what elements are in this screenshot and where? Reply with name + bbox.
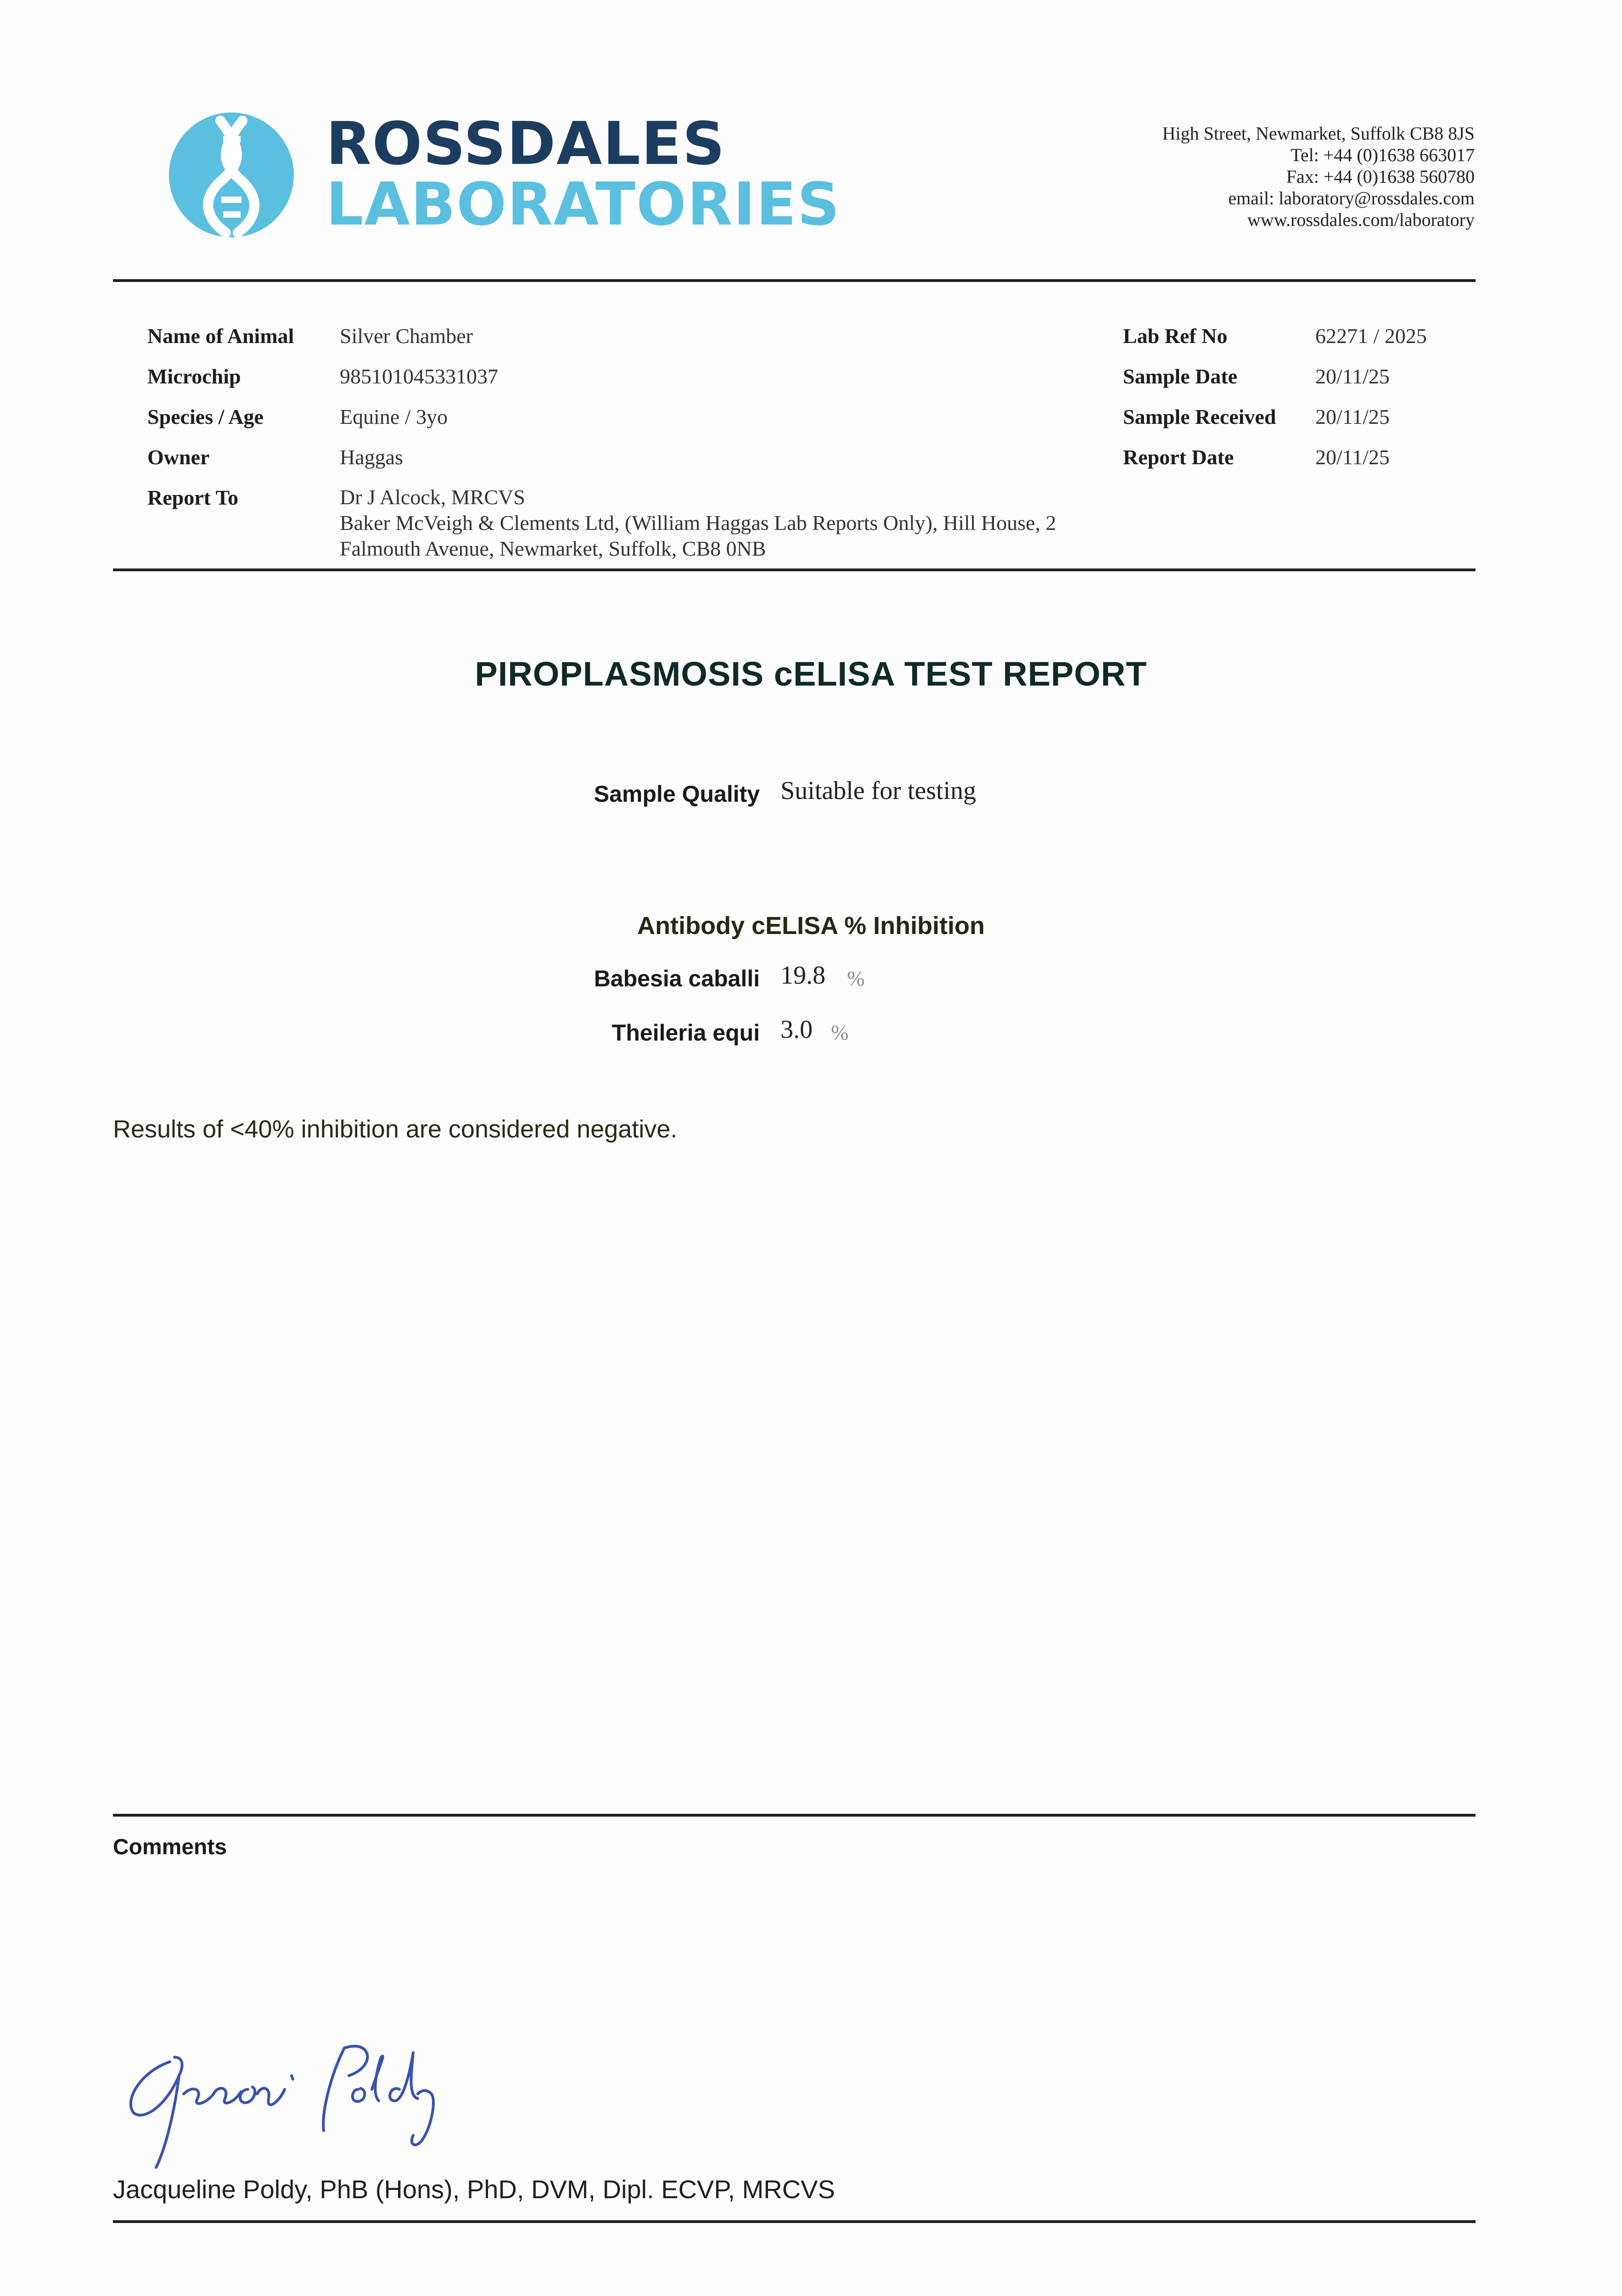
sample-date-label: Sample Date bbox=[1123, 365, 1238, 388]
antibody-section-title: Antibody cELISA % Inhibition bbox=[637, 912, 985, 940]
result-note: Results of <40% inhibition are considered negative. bbox=[113, 1115, 678, 1143]
contact-block bbox=[1162, 123, 1475, 231]
report-to-label: Report To bbox=[147, 486, 239, 509]
email: email: laboratory@rossdales.com bbox=[1228, 188, 1475, 208]
report-to-line: Baker McVeigh & Clements Ltd, (William Haggas Lab Reports Only), Hill House, 2 bbox=[340, 511, 1056, 535]
sample-received-value: 20/11/25 bbox=[1315, 405, 1390, 428]
comments-divider bbox=[113, 1814, 1476, 1817]
owner-label: Owner bbox=[147, 445, 210, 469]
result-unit: % bbox=[831, 1021, 849, 1044]
report-date-value: 20/11/25 bbox=[1315, 445, 1390, 469]
lab-ref-label: Lab Ref No bbox=[1123, 324, 1228, 348]
report-date-label: Report Date bbox=[1123, 445, 1234, 469]
dna-helix-icon bbox=[169, 113, 294, 237]
name-label: Name of Animal bbox=[147, 324, 294, 348]
info-divider bbox=[113, 568, 1476, 571]
sample-received-label: Sample Received bbox=[1123, 405, 1276, 428]
report-to-line: Falmouth Avenue, Newmarket, Suffolk, CB8 0NB bbox=[340, 537, 766, 560]
result-value: 3.0 bbox=[780, 1015, 813, 1044]
result-unit: % bbox=[847, 967, 865, 990]
brand-subtitle: LABORATORIES bbox=[326, 170, 841, 239]
address: High Street, Newmarket, Suffolk CB8 8JS bbox=[1162, 123, 1475, 144]
footer-divider bbox=[113, 2220, 1476, 2223]
signatory-name: Jacqueline Poldy, PhB (Hons), PhD, DVM, Dipl. ECVP, MRCVS bbox=[113, 2175, 835, 2204]
lab-ref-value: 62271 / 2025 bbox=[1315, 324, 1427, 348]
telephone: Tel: +44 (0)1638 663017 bbox=[1291, 145, 1475, 165]
sample-date-value: 20/11/25 bbox=[1315, 365, 1390, 388]
microchip-label: Microchip bbox=[147, 365, 241, 388]
sample-quality-label: Sample Quality bbox=[594, 781, 760, 807]
report-to-value bbox=[340, 484, 1120, 562]
name-value: Silver Chamber bbox=[340, 324, 473, 348]
report-to-line: Dr J Alcock, MRCVS bbox=[340, 485, 525, 509]
result-label: Theileria equi bbox=[612, 1020, 760, 1046]
fax: Fax: +44 (0)1638 560780 bbox=[1286, 166, 1475, 187]
sample-quality-value: Suitable for testing bbox=[780, 777, 977, 805]
brand-name: ROSSDALES bbox=[326, 110, 726, 178]
signature bbox=[115, 2020, 445, 2177]
report-title: PIROPLASMOSIS cELISA TEST REPORT bbox=[475, 655, 1147, 693]
result-label: Babesia caballi bbox=[594, 966, 760, 991]
comments-label: Comments bbox=[113, 1835, 227, 1859]
website: www.rossdales.com/laboratory bbox=[1247, 209, 1475, 230]
owner-value: Haggas bbox=[340, 445, 403, 469]
signature-text: Jacqueline Poldy bbox=[115, 2020, 118, 2021]
header-divider bbox=[113, 279, 1476, 282]
species-label: Species / Age bbox=[147, 405, 264, 428]
microchip-value: 985101045331037 bbox=[340, 365, 498, 388]
species-value: Equine / 3yo bbox=[340, 405, 448, 428]
result-value: 19.8 bbox=[780, 961, 825, 990]
